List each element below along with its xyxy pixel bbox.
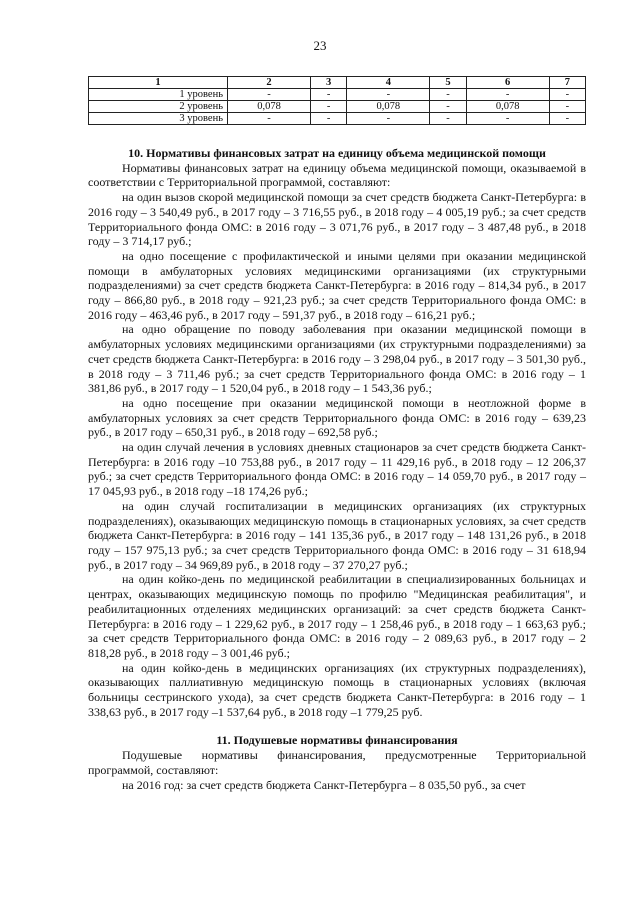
paragraph: на один койко-день по медицинской реабилитации в специализированных больницах и центрах, оказывающих медицинскую помощь по профилю "Медицинская реабилитация", и реабилитационных отделениях медицинских организаций: за счет средств бюджета Санкт-Петербурга: в 2016 году – 1 229,62 руб., в 2017 году – 1 258,46 руб., в 2018 году – 1 663,63 руб.; за счет средств Территориального фонда ОМС: в 2016 году – 2 089,63 руб., в 2017 году – 2 818,28 руб., в 2018 году – 3 001,46 руб.; [88, 572, 586, 660]
table-header-cell: 1 [89, 77, 228, 89]
table-header-cell: 3 [311, 77, 347, 89]
table-cell: 0,078 [228, 101, 311, 113]
section-11-heading: 11. Подушевые нормативы финансирования [216, 733, 458, 748]
paragraph: Нормативы финансовых затрат на единицу объема медицинской помощи, оказываемой в соответствии с Территориальной программой, составляют: [88, 160, 586, 190]
levels-table [88, 76, 586, 125]
paragraph: Подушевые нормативы финансирования, предусмотренные Территориальной программой, составляют: [88, 748, 586, 777]
page-number: 23 [313, 38, 327, 53]
table-cell: - [466, 113, 549, 125]
section-10-heading: 10. Нормативы финансовых затрат на единицу объема медицинской помощи [128, 146, 546, 160]
table-cell: - [549, 89, 585, 101]
table-header-cell: 4 [347, 77, 430, 89]
table-header-cell: 6 [466, 77, 549, 89]
table-cell: - [549, 113, 585, 125]
table-header-cell: 5 [430, 77, 466, 89]
paragraph: на одно обращение по поводу заболевания при оказании медицинской помощи в амбулаторных условиях медицинскими организациями (их структурными подразделениями) за счет средств бюджета Санкт-Петербурга: в 2016 году – 3 298,04 руб., в 2017 году – 3 501,30 руб., в 2018 году – 3 711,46 руб.; за счет средств Территориального фонда ОМС: в 2016 году – 1 381,86 руб., в 2017 году – 1 520,04 руб., в 2018 году – 1 543,36 руб.; [88, 322, 586, 396]
paragraph: на один вызов скорой медицинской помощи за счет средств бюджета Санкт-Петербурга: в 2016 году – 3 540,49 руб., в 2017 году – 3 716,55 руб., в 2018 году – 4 005,19 руб.; за счет средств Территориального фонда ОМС: в 2016 году – 3 071,76 руб., в 2017 году – 3 487,48 руб., в 2018 году – 3 714,17 руб.; [88, 190, 586, 249]
table-cell: 0,078 [466, 101, 549, 113]
table-cell: - [347, 89, 430, 101]
table-row [89, 89, 586, 101]
table-cell: - [347, 113, 430, 125]
table-cell: - [430, 113, 466, 125]
paragraph: на один койко-день в медицинских организациях (их структурных подразделениях), оказывающих паллиативную медицинскую помощь в стационарных условиях (включая больницы сестринского ухода), за счет средств бюджета Санкт-Петербурга: в 2016 году – 1 338,63 руб., в 2017 году –1 537,64 руб., в 2018 году –1 779,25 руб. [88, 660, 586, 719]
table-header-row [89, 77, 586, 89]
paragraph: на одно посещение с профилактической и иными целями при оказании медицинской помощи в амбулаторных условиях медицинскими организациями (их структурными подразделениями) за счет средств бюджета Санкт-Петербурга: в 2016 году – 814,34 руб., в 2017 году – 866,80 руб., в 2018 году – 921,23 руб.; за счет средств Территориального фонда ОМС: в 2016 году – 463,46 руб., в 2017 году – 591,37 руб., в 2018 году – 616,21 руб.; [88, 248, 586, 322]
table-cell: - [311, 113, 347, 125]
table-cell: - [466, 89, 549, 101]
table-cell: 0,078 [347, 101, 430, 113]
table-header-cell: 7 [549, 77, 585, 89]
paragraph: на один случай госпитализации в медицинских организациях (их структурных подразделениях), оказывающих медицинскую помощь в стационарных условиях, за счет средств бюджета Санкт-Петербурга: в 2016 году – 141 135,36 руб., в 2017 году – 148 131,26 руб., в 2018 году – 157 975,13 руб.; за счет средств Территориального фонда ОМС: в 2016 году – 31 618,94 руб., в 2017 году – 34 969,89 руб., в 2018 году – 37 270,27 руб.; [88, 498, 586, 572]
table-cell: 3 уровень [89, 113, 228, 125]
table-cell: - [228, 113, 311, 125]
table-cell: - [311, 89, 347, 101]
paragraph: на одно посещение при оказании медицинской помощи в неотложной форме в амбулаторных условиях за счет средств Территориального фонда ОМС: в 2016 году – 639,23 руб., в 2017 году – 650,31 руб., в 2018 году – 692,58 руб.; [88, 395, 586, 440]
table-row [89, 113, 586, 125]
table-cell: - [430, 101, 466, 113]
paragraph: на один случай лечения в условиях дневных стационаров за счет средств бюджета Санкт-Петербурга: в 2016 году –10 753,88 руб., в 2017 году – 11 429,16 руб., в 2018 году – 12 206,37 руб.; за счет средств Территориального фонда ОМС: в 2016 году – 14 059,70 руб., в 2017 году –17 045,93 руб., в 2018 году –18 174,26 руб.; [88, 440, 586, 499]
table-cell: - [430, 89, 466, 101]
table-cell: - [311, 101, 347, 113]
table-cell: 1 уровень [89, 89, 228, 101]
table-cell: - [228, 89, 311, 101]
table-cell: - [549, 101, 585, 113]
table-cell: 2 уровень [89, 101, 228, 113]
table-row [89, 101, 586, 113]
paragraph: на 2016 год: за счет средств бюджета Санкт-Петербурга – 8 035,50 руб., за счет [122, 777, 526, 792]
table-header-cell: 2 [228, 77, 311, 89]
document-body [88, 146, 586, 792]
